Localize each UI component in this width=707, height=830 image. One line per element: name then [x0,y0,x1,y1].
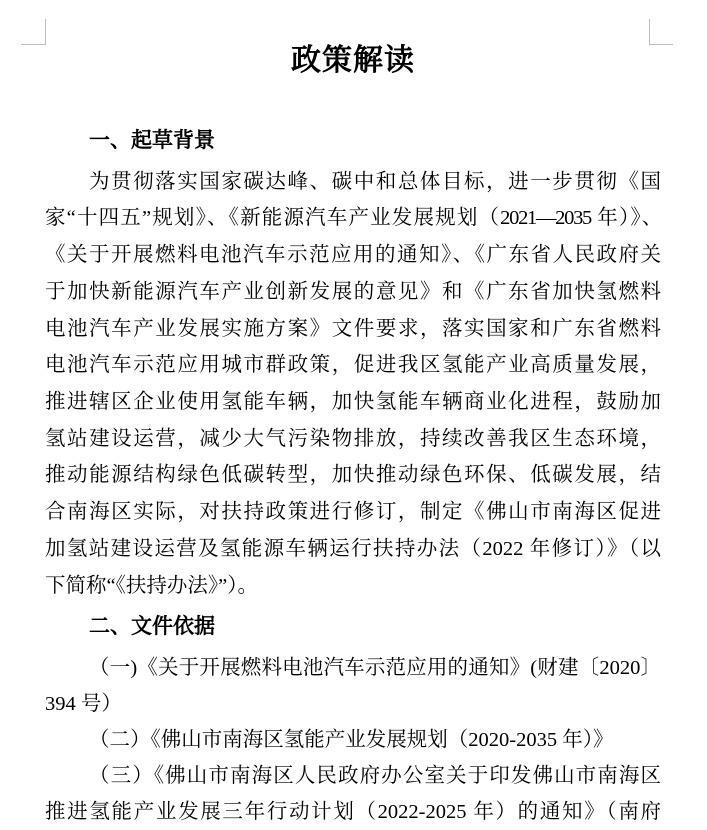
margin-crop-mark-top-left [21,19,46,45]
list-item-line: （三）《佛山市南海区人民政府办公室关于印发佛山市南海区 [89,765,661,787]
list-item-line: 394 号） [45,693,122,715]
paragraph-line: 加氢站建设运营及氢能源车辆运行扶持办法（2022 年修订）》（以 [45,538,661,560]
section-heading-2: 二、文件依据 [89,615,215,638]
paragraph-line: 电池汽车产业发展实施方案》文件要求，落实国家和广东省燃料 [45,318,661,340]
document-title: 政策解读 [291,44,415,77]
paragraph-line: 电池汽车示范应用城市群政策，促进我区氢能产业高质量发展， [45,354,661,376]
paragraph-line: 推进辖区企业使用氢能车辆，加快氢能车辆商业化进程，鼓励加 [45,391,661,413]
paragraph-line: 推动能源结构绿色低碳转型，加快推动绿色环保、低碳发展，结 [45,464,661,486]
list-item-line: （二）《佛山市南海区氢能产业发展规划（2020-2035 年）》 [89,729,614,751]
paragraph-line: 家“十四五”规划》、《新能源汽车产业发展规划（2021—2035 年）》、 [45,207,661,229]
paragraph-line: 于加快新能源汽车产业创新发展的意见》和《广东省加快氢燃料 [45,281,661,303]
paragraph-line: 下简称“《扶持办法》”）。 [45,575,258,597]
paragraph-line: 合南海区实际，对扶持政策进行修订，制定《佛山市南海区促进 [45,501,661,523]
paragraph-line: 《关于开展燃料电池汽车示范应用的通知》、《广东省人民政府关 [45,244,661,266]
list-item-line: （一)《关于开展燃料电池汽车示范应用的通知》(财建〔2020〕 [89,657,661,679]
paragraph-line: 为贯彻落实国家碳达峰、碳中和总体目标，进一步贯彻《国 [89,171,661,193]
section-heading-1: 一、起草背景 [89,129,215,152]
list-item-line: 推进氢能产业发展三年行动计划（2022-2025 年）的通知》（南府 [45,801,661,823]
paragraph-line: 氢站建设运营，减少大气污染物排放，持续改善我区生态环境， [45,428,661,450]
